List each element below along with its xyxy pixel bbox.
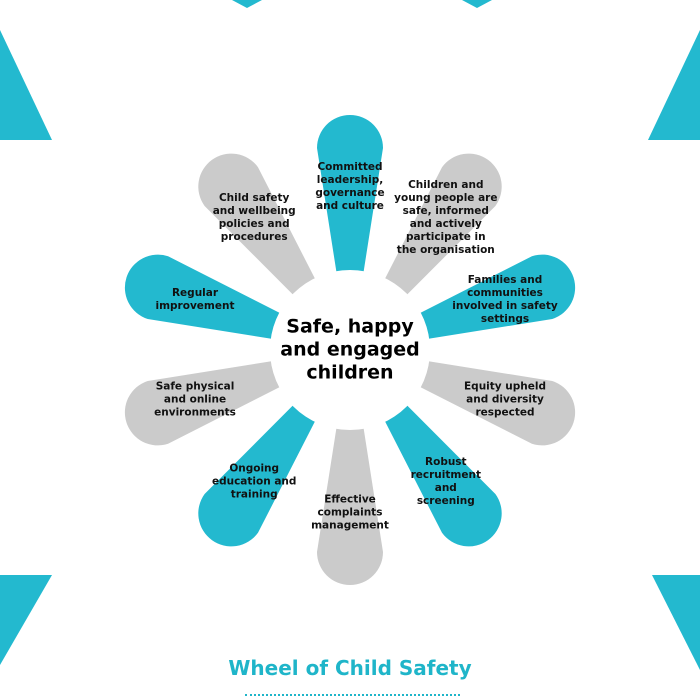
petal-label-line: training (230, 488, 278, 501)
petal-label-line: complaints (317, 506, 383, 519)
petal-label-line: participate in (405, 231, 486, 244)
petal-label-line: and diversity (466, 393, 544, 406)
center-title-line-1: Safe, happy (286, 315, 414, 338)
petal-label-line: Families and (467, 273, 543, 286)
petal-label-line: screening (416, 494, 475, 507)
petal-label-line: education and (211, 475, 297, 488)
petal-label-line: Ongoing (229, 462, 280, 475)
petal-label-line: procedures (220, 231, 288, 244)
petal-label-environments (150, 381, 240, 420)
petal-label-line: management (311, 519, 389, 532)
petal-label-line: Committed (317, 161, 383, 173)
footer-title: Wheel of Child Safety (228, 656, 472, 680)
corner-triangle-left (0, 30, 52, 140)
petal-label-line: Children and (408, 179, 484, 192)
petal-label-line: improvement (155, 299, 235, 312)
petal-label-policies (209, 192, 299, 244)
petal-label-line: respected (475, 406, 535, 419)
petal-label-line: Child safety (218, 192, 290, 205)
petal-label-education (208, 462, 300, 501)
petal-label-line: the organisation (396, 244, 495, 257)
petal-label-line: and wellbeing (212, 205, 296, 218)
petal-label-line: and online (163, 393, 227, 406)
petal-label-line: involved in safety (452, 299, 558, 312)
corner-triangle-top-left (232, 0, 262, 8)
petal-label-leadership (310, 161, 390, 213)
petal-label-line: recruitment (410, 468, 481, 481)
corner-triangle-bottom-left (0, 575, 52, 665)
petal-label-line: Robust (425, 455, 467, 468)
center-title (270, 316, 430, 385)
petal-label-line: governance (315, 187, 385, 199)
petal-label-improvement (150, 287, 240, 313)
petal-label-line: Equity upheld (464, 380, 546, 393)
petal-label-recruitment (404, 456, 488, 508)
corner-triangle-top-right (462, 0, 492, 8)
petal-label-line: communities (467, 286, 543, 299)
petal-label-line: and culture (316, 200, 384, 212)
center-title-line-3: children (306, 361, 394, 384)
center-title-line-2: and engaged (280, 338, 420, 361)
petal-label-line: Safe physical (155, 380, 235, 393)
petal-label-line: Effective (324, 493, 376, 506)
petal-label-equity (455, 381, 555, 420)
petal-label-line: leadership, (316, 174, 384, 186)
petal-label-participation (388, 179, 504, 257)
petal-label-line: Regular (171, 286, 219, 299)
petal-label-families (450, 274, 560, 326)
petal-label-line: and (434, 481, 457, 494)
footer-divider (245, 694, 460, 698)
petal-label-line: settings (480, 312, 530, 325)
petal-label-line: young people are (394, 192, 498, 205)
corner-triangle-right (648, 30, 700, 140)
petal-label-line: environments (154, 406, 236, 419)
petal-label-complaints (307, 494, 393, 533)
petal-label-line: safe, informed (402, 205, 489, 218)
petal-label-line: policies and (218, 218, 290, 231)
petal-label-line: and actively (409, 218, 482, 231)
